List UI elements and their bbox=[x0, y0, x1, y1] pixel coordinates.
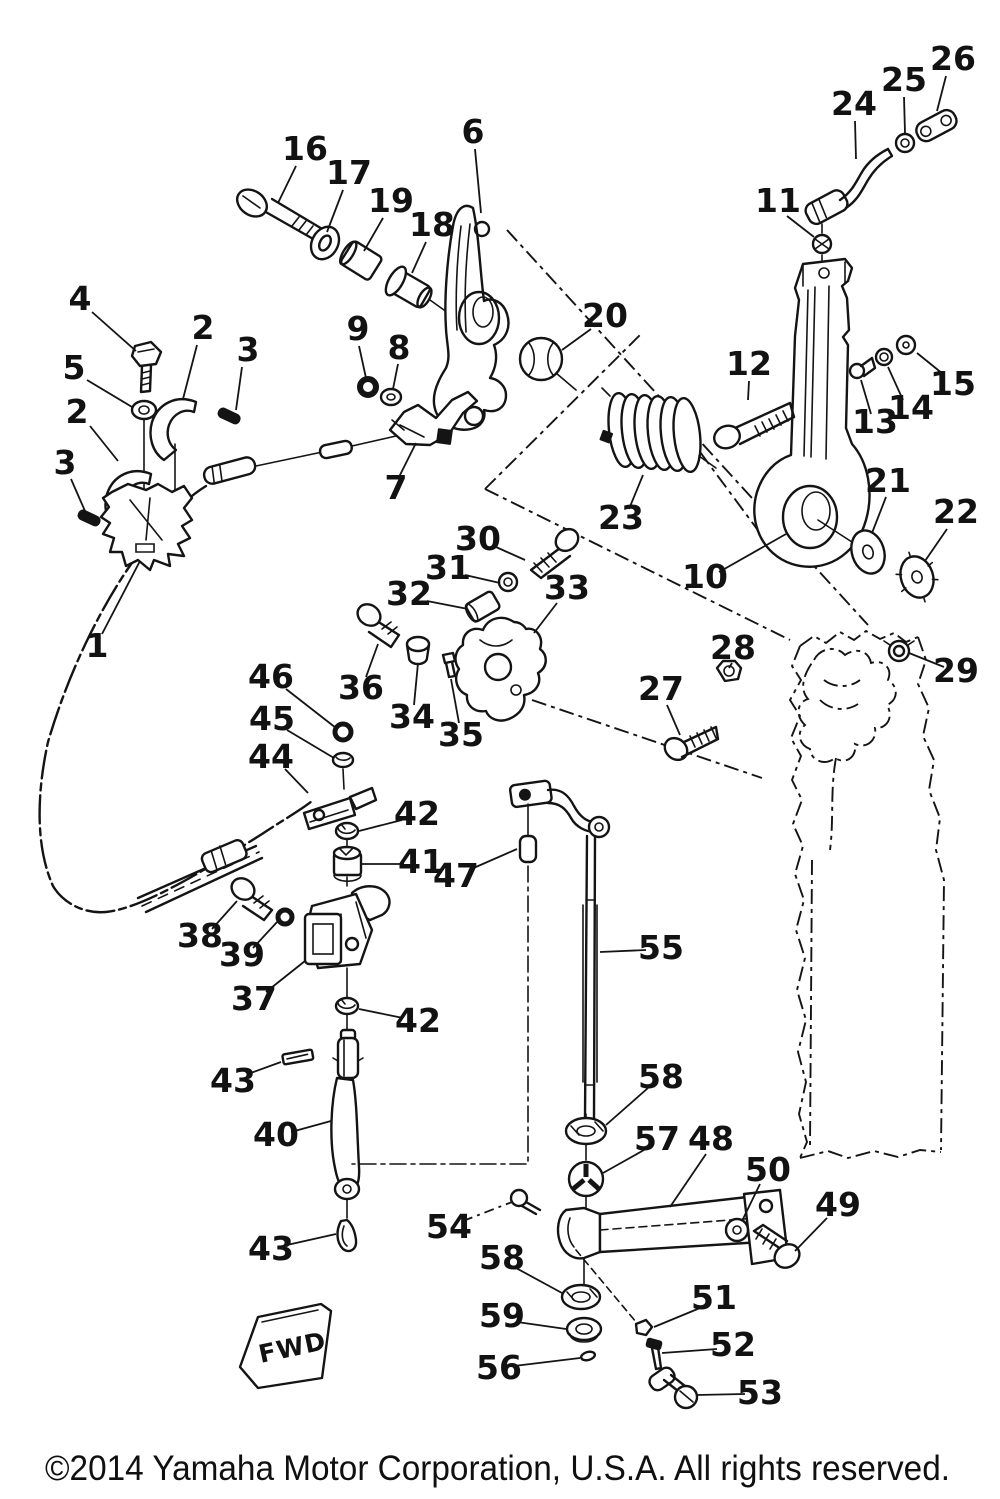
washer-5 bbox=[132, 401, 156, 419]
callout-53: 53 bbox=[737, 1373, 783, 1412]
washer-8 bbox=[381, 389, 401, 405]
callout-26: 26 bbox=[930, 39, 976, 78]
callout-35: 35 bbox=[438, 715, 484, 754]
washer-15 bbox=[897, 336, 915, 354]
callout-31: 31 bbox=[425, 548, 471, 587]
callout-42: 42 bbox=[394, 794, 440, 833]
callout-3: 3 bbox=[53, 443, 77, 482]
callout-50: 50 bbox=[745, 1150, 791, 1189]
callout-58: 58 bbox=[638, 1057, 684, 1096]
callout-24: 24 bbox=[831, 84, 877, 123]
callout-17: 17 bbox=[326, 153, 372, 192]
callout-21: 21 bbox=[865, 461, 911, 500]
washer-50 bbox=[726, 1219, 748, 1241]
nut-14 bbox=[876, 349, 892, 365]
callout-8: 8 bbox=[387, 328, 411, 367]
callout-11: 11 bbox=[755, 181, 801, 220]
callout-2: 2 bbox=[65, 392, 89, 431]
callout-33: 33 bbox=[544, 568, 590, 607]
callout-10: 10 bbox=[682, 557, 728, 596]
washer-42-upper bbox=[336, 823, 358, 839]
callout-55: 55 bbox=[638, 928, 684, 967]
callout-43: 43 bbox=[210, 1061, 256, 1100]
callout-16: 16 bbox=[282, 129, 328, 168]
callout-7: 7 bbox=[384, 468, 408, 507]
callout-30: 30 bbox=[455, 519, 501, 558]
callout-47: 47 bbox=[433, 856, 479, 895]
copyright-text: ©2014 Yamaha Motor Corporation, U.S.A. All rights reserved. bbox=[45, 1449, 950, 1488]
callout-36: 36 bbox=[338, 668, 384, 707]
seal-59 bbox=[567, 1318, 601, 1342]
callout-56: 56 bbox=[476, 1348, 522, 1387]
callout-32: 32 bbox=[386, 574, 432, 613]
callout-15: 15 bbox=[930, 364, 976, 403]
callout-51: 51 bbox=[691, 1278, 737, 1317]
callout-42: 42 bbox=[395, 1001, 441, 1040]
callout-52: 52 bbox=[710, 1325, 756, 1364]
callout-9: 9 bbox=[346, 309, 370, 348]
callout-44: 44 bbox=[248, 737, 294, 776]
callout-23: 23 bbox=[598, 498, 644, 537]
callout-54: 54 bbox=[426, 1207, 472, 1246]
callout-27: 27 bbox=[638, 669, 684, 708]
callout-48: 48 bbox=[688, 1119, 734, 1158]
leader-line-25 bbox=[904, 97, 905, 133]
callout-34: 34 bbox=[389, 697, 435, 736]
callout-46: 46 bbox=[248, 657, 294, 696]
callout-41: 41 bbox=[398, 842, 444, 881]
fwd-label: FWD bbox=[256, 1326, 329, 1369]
callout-2: 2 bbox=[191, 308, 215, 347]
callout-14: 14 bbox=[888, 388, 934, 427]
callout-28: 28 bbox=[710, 628, 756, 667]
callout-45: 45 bbox=[249, 699, 295, 738]
callout-3: 3 bbox=[236, 330, 260, 369]
callout-57: 57 bbox=[634, 1119, 680, 1158]
callout-37: 37 bbox=[231, 979, 277, 1018]
callout-4: 4 bbox=[68, 279, 92, 318]
callout-1: 1 bbox=[85, 626, 109, 665]
callout-40: 40 bbox=[253, 1115, 299, 1154]
callout-19: 19 bbox=[368, 181, 414, 220]
leader-line-12 bbox=[748, 381, 749, 400]
callout-38: 38 bbox=[177, 916, 223, 955]
callout-39: 39 bbox=[219, 935, 265, 974]
callout-29: 29 bbox=[933, 651, 979, 690]
nut-25 bbox=[896, 134, 914, 152]
callout-20: 20 bbox=[582, 296, 628, 335]
pin-line bbox=[343, 769, 344, 789]
callout-22: 22 bbox=[933, 492, 979, 531]
leader-line-24 bbox=[855, 121, 856, 159]
bushing-41 bbox=[334, 847, 361, 881]
callout-5: 5 bbox=[62, 348, 86, 387]
callout-59: 59 bbox=[479, 1296, 525, 1335]
callout-13: 13 bbox=[852, 402, 898, 441]
callout-49: 49 bbox=[815, 1185, 861, 1224]
nut-31 bbox=[499, 573, 517, 591]
callout-58: 58 bbox=[479, 1238, 525, 1277]
washer-45 bbox=[333, 753, 353, 767]
callout-43: 43 bbox=[248, 1229, 294, 1268]
callout-12: 12 bbox=[726, 344, 772, 383]
callout-25: 25 bbox=[881, 60, 927, 99]
callout-18: 18 bbox=[409, 205, 455, 244]
callout-6: 6 bbox=[461, 112, 485, 151]
